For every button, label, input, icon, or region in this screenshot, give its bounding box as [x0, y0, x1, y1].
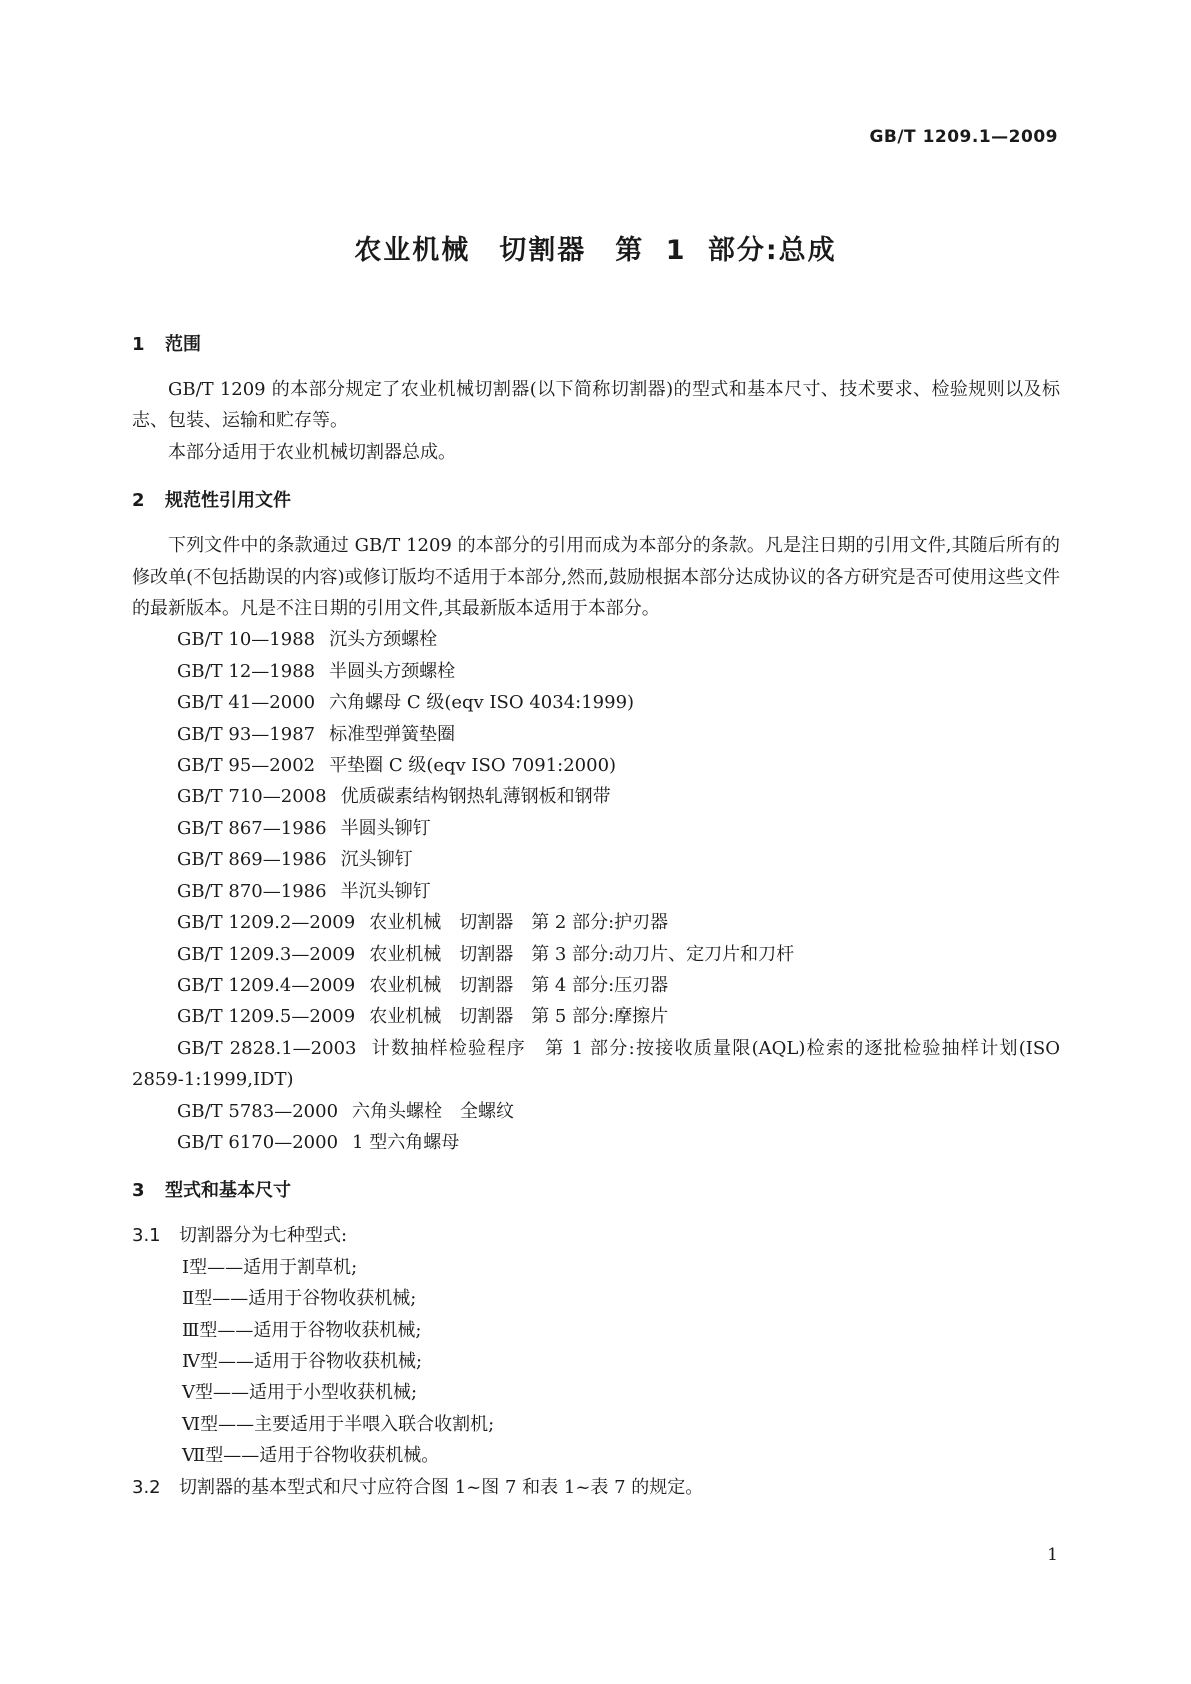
reference-name: 六角头螺栓 全螺纹 — [352, 1100, 515, 1122]
section-title: 型式和基本尺寸 — [165, 1180, 291, 1202]
reference-name: 农业机械 切割器 第 3 部分:动刀片、定刀片和刀杆 — [369, 943, 795, 965]
list-item: Ⅵ型——主要适用于半喂入联合收割机; — [182, 1413, 495, 1435]
list-item: Ⅱ型——适用于谷物收获机械; — [182, 1288, 417, 1310]
reference-name: 半圆头铆钉 — [340, 817, 431, 839]
reference-item — [132, 687, 1060, 718]
clause-number: 3.1 — [132, 1225, 161, 1247]
clause-text: 切割器的基本型式和尺寸应符合图 1~图 7 和表 1~表 7 的规定。 — [179, 1476, 704, 1498]
clause-number: 3.2 — [132, 1476, 161, 1498]
reference-name: 六角螺母 C 级(eqv ISO 4034:1999) — [329, 692, 635, 714]
list-item: Ⅴ型——适用于小型收获机械; — [182, 1382, 418, 1404]
section-title: 规范性引用文件 — [165, 490, 291, 512]
reference-code: GB/T 867—1986 — [177, 817, 327, 839]
reference-item — [132, 719, 1060, 750]
reference-code: GB/T 710—2008 — [177, 786, 327, 808]
reference-name: 计数抽样检验程序 第 1 部分:按接收质量限(AQL)检索的逐批检验抽样计划(ISO 2859-1:1999,IDT) — [132, 1037, 1060, 1091]
reference-item — [132, 907, 1060, 938]
section-title: 范围 — [165, 334, 201, 355]
reference-item — [132, 1096, 1060, 1127]
reference-code: GB/T 12—1988 — [177, 660, 316, 682]
reference-code: GB/T 10—1988 — [177, 629, 316, 651]
reference-code: GB/T 1209.3—2009 — [177, 943, 356, 965]
clause-3-1 — [132, 1220, 1060, 1251]
reference-name: 1 型六角螺母 — [352, 1131, 460, 1153]
section-3-heading — [132, 1176, 1060, 1206]
list-item: Ⅰ型——适用于割草机; — [182, 1256, 358, 1278]
section-2-intro: 下列文件中的条款通过 GB/T 1209 的本部分的引用而成为本部分的条款。凡是注日期的引用文件,其随后所有的修改单(不包括勘误的内容)或修订版均不适用于本部分,然而,鼓励根据本部分达成协议的各方研究是否可使用这些文件的最新版本。凡是不注日期的引用文件,其最新版本适用于本部分。 — [132, 535, 1060, 620]
reference-item — [132, 876, 1060, 907]
reference-name: 农业机械 切割器 第 4 部分:压刃器 — [369, 974, 669, 996]
reference-name: 农业机械 切割器 第 5 部分:摩擦片 — [369, 1006, 669, 1028]
reference-item — [132, 1033, 1060, 1096]
reference-item — [132, 813, 1060, 844]
reference-item — [132, 1127, 1060, 1158]
reference-code: GB/T 1209.4—2009 — [177, 974, 356, 996]
reference-item — [132, 1001, 1060, 1032]
section-1-heading — [132, 330, 1060, 360]
section-number: 2 — [132, 490, 145, 512]
document-title: 农业机械 切割器 第 1 部分:总成 — [354, 235, 837, 266]
reference-name: 优质碳素结构钢热轧薄钢板和钢带 — [340, 786, 611, 808]
reference-code: GB/T 95—2002 — [177, 755, 316, 777]
reference-name: 农业机械 切割器 第 2 部分:护刃器 — [369, 912, 669, 934]
page-number: 1 — [1047, 1545, 1058, 1565]
reference-code: GB/T 1209.5—2009 — [177, 1006, 356, 1028]
reference-item — [132, 939, 1060, 970]
list-item: Ⅳ型——适用于谷物收获机械; — [182, 1350, 423, 1372]
reference-code: GB/T 869—1986 — [177, 849, 327, 871]
reference-list — [132, 624, 1060, 1158]
reference-code: GB/T 5783—2000 — [177, 1100, 339, 1122]
reference-item — [132, 624, 1060, 655]
reference-name: 平垫圈 C 级(eqv ISO 7091:2000) — [329, 755, 617, 777]
section-1-para-1: GB/T 1209 的本部分规定了农业机械切割器(以下简称切割器)的型式和基本尺寸、技术要求、检验规则以及标志、包装、运输和贮存等。 — [132, 379, 1060, 432]
reference-name: 半沉头铆钉 — [340, 880, 431, 902]
reference-item — [132, 656, 1060, 687]
section-number: 3 — [132, 1180, 145, 1202]
reference-code: GB/T 2828.1—2003 — [177, 1037, 357, 1059]
list-item: Ⅶ型——适用于谷物收获机械。 — [182, 1445, 440, 1467]
reference-name: 半圆头方颈螺栓 — [329, 660, 456, 682]
clause-text: 切割器分为七种型式: — [179, 1225, 348, 1247]
document-body — [132, 324, 1060, 1503]
reference-name: 沉头铆钉 — [340, 849, 413, 871]
clause-3-2 — [132, 1472, 1060, 1503]
reference-name: 沉头方颈螺栓 — [329, 629, 438, 651]
reference-item — [132, 844, 1060, 875]
reference-code: GB/T 870—1986 — [177, 880, 327, 902]
type-list — [132, 1252, 1060, 1472]
reference-item — [132, 781, 1060, 812]
reference-name: 标准型弹簧垫圈 — [329, 723, 456, 745]
section-1-para-2: 本部分适用于农业机械切割器总成。 — [168, 441, 456, 463]
reference-code: GB/T 93—1987 — [177, 723, 316, 745]
reference-item — [132, 750, 1060, 781]
reference-code: GB/T 6170—2000 — [177, 1131, 339, 1153]
reference-item — [132, 970, 1060, 1001]
section-number: 1 — [132, 334, 145, 355]
reference-code: GB/T 1209.2—2009 — [177, 912, 356, 934]
standard-number: GB/T 1209.1—2009 — [869, 127, 1058, 147]
list-item: Ⅲ型——适用于谷物收获机械; — [182, 1319, 422, 1341]
section-2-heading — [132, 486, 1060, 516]
reference-code: GB/T 41—2000 — [177, 692, 316, 714]
